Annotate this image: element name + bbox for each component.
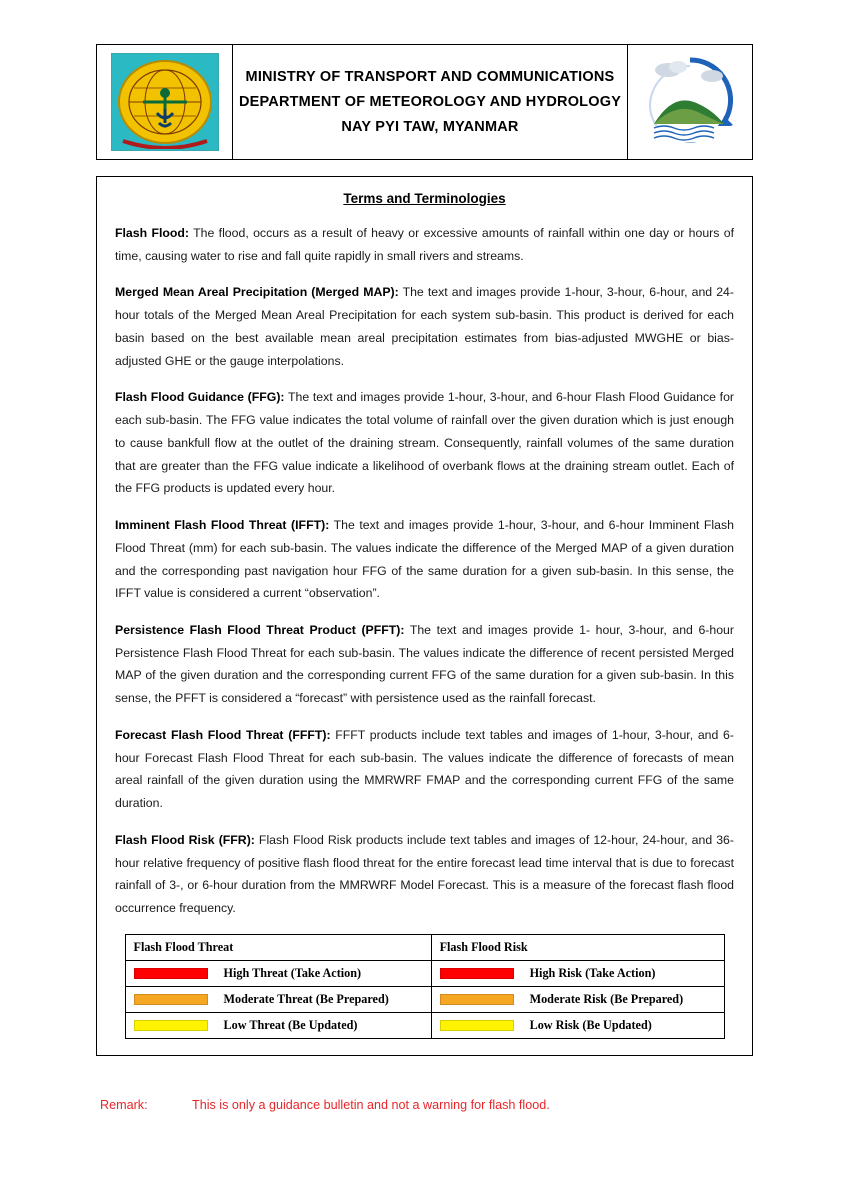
column-header-threat: Flash Flood Threat (125, 934, 431, 960)
header-left-logo-cell (97, 45, 233, 159)
term-label: Flash Flood Risk (FFR): (115, 832, 255, 847)
color-swatch-moderate (440, 994, 514, 1005)
term-text: The text and images provide 1-hour, 3-hour, 6-hour, and 24-hour totals of the Merged Mean Areal Precipitation for each system sub-basin. This product is derived for each basin based on the best available mean areal precipitation estimates from bias-adjusted MWGHE or bias-adjusted GHE or the gauge interpolations. (115, 285, 734, 368)
term-label: Merged Mean Areal Precipitation (Merged MAP): (115, 285, 399, 300)
page-title: Terms and Terminologies (343, 191, 506, 206)
terms-content-box (96, 176, 753, 1056)
swatch-label: Low Risk (Be Updated) (529, 1017, 652, 1032)
color-swatch-moderate (134, 994, 208, 1005)
term-text: FFFT products include text tables and images of 1-hour, 3-hour, and 6-hour Forecast Flash Flood Threat for each sub-basin. The values indicate the difference of forecasts of mean areal rainfall of the given duration using the MMRWRF FMAP and the corresponding current FFG of the same duration. (115, 727, 734, 811)
ministry-title: MINISTRY OF TRANSPORT AND COMMUNICATIONS (245, 69, 615, 85)
paragraph-flash-flood (115, 222, 734, 267)
document-header (96, 44, 753, 160)
legend-table (125, 934, 725, 1039)
color-swatch-high (440, 968, 514, 979)
header-title-block (233, 45, 628, 159)
swatch-label: High Risk (Take Action) (529, 965, 656, 980)
color-swatch-high (134, 968, 208, 979)
remark-text: This is only a guidance bulletin and not a warning for flash flood. (192, 1097, 550, 1112)
table-row (125, 960, 724, 986)
water-cycle-icon (638, 54, 742, 150)
term-label: Flash Flood Guidance (FFG): (115, 390, 285, 405)
paragraph-ffg (115, 386, 734, 500)
cell-threat-low (125, 1012, 431, 1038)
paragraph-pfft (115, 619, 734, 710)
dmh-emblem-svg (113, 55, 217, 149)
term-text: The text and images provide 1-hour, 3-hour, and 6-hour Flash Flood Guidance for each sub-basin. The FFG value indicates the total volume of rainfall over the given duration which is just enough to cause bankfull flow at the outlet of the draining stream. Consequently, rainfall volumes of the same duration that are greater than the FFG value indicate a likelihood of overbank flows at the draining stream outlet. Each of the FFG products is updated every hour. (115, 390, 735, 496)
paragraph-ffr (115, 829, 734, 920)
color-swatch-low (440, 1020, 514, 1031)
table-row (125, 986, 724, 1012)
cell-threat-high (125, 960, 431, 986)
remark-section (24, 1098, 825, 1112)
swatch-label: High Threat (Take Action) (223, 965, 362, 980)
location-title: NAY PYI TAW, MYANMAR (341, 119, 519, 135)
cell-risk-low (431, 1012, 724, 1038)
term-label: Imminent Flash Flood Threat (IFFT): (115, 518, 330, 533)
paragraph-merged-map (115, 281, 734, 372)
remark-label: Remark: (100, 1097, 148, 1112)
cell-threat-moderate (125, 986, 431, 1012)
table-row (125, 1012, 724, 1038)
department-title: DEPARTMENT OF METEOROLOGY AND HYDROLOGY (238, 94, 622, 110)
term-label: Flash Flood: (115, 226, 190, 240)
legend-table-wrapper (115, 934, 734, 1039)
term-text: The text and images provide 1- hour, 3-hour, and 6-hour Persistence Flash Flood Threat for each sub-basin. The values indicate the difference of recent persisted Merged MAP of the given duration and the corresponding current FFG of the same duration for a given sub-basin. In this sense, the PFFT is considered a “forecast” with persistence used as the rainfall forecast. (115, 623, 734, 706)
swatch-label: Moderate Risk (Be Prepared) (529, 991, 684, 1006)
cell-risk-moderate (431, 986, 724, 1012)
column-header-risk: Flash Flood Risk (431, 934, 724, 960)
term-label: Persistence Flash Flood Threat Product (PFFT): (115, 623, 405, 638)
term-label: Forecast Flash Flood Threat (FFFT): (115, 727, 331, 742)
color-swatch-low (134, 1020, 208, 1031)
term-text: The text and images provide 1-hour, 3-hour, and 6-hour Imminent Flash Flood Threat (mm) for each sub-basin. The values indicate the difference of the Merged MAP of a given duration and the corresponding past navigation hour FFG of the same duration for a given sub-basin. In this sense, the IFFT value is considered a current “observation”. (115, 518, 734, 601)
cell-risk-high (431, 960, 724, 986)
paragraph-ifft (115, 514, 734, 605)
table-header-row (125, 934, 724, 960)
paragraph-ffft (115, 724, 734, 815)
term-text: Flash Flood Risk products include text tables and images of 12-hour, 24-hour, and 36-hour relative frequency of positive flash flood threat for the entire forecast lead time interval that is due to forecast rainfall of 3-, or 6-hour duration from the MMRWRF Model Forecast. This is a measure of the forecast flash flood occurrence frequency. (115, 832, 734, 916)
dmh-emblem-icon (111, 53, 219, 151)
term-text: The flood, occurs as a result of heavy or excessive amounts of rainfall within one day or hours of time, causing water to rise and fall quite rapidly in small rivers and streams. (115, 226, 734, 263)
header-right-logo-cell (628, 45, 752, 159)
swatch-label: Moderate Threat (Be Prepared) (223, 991, 389, 1006)
swatch-label: Low Threat (Be Updated) (223, 1017, 358, 1032)
